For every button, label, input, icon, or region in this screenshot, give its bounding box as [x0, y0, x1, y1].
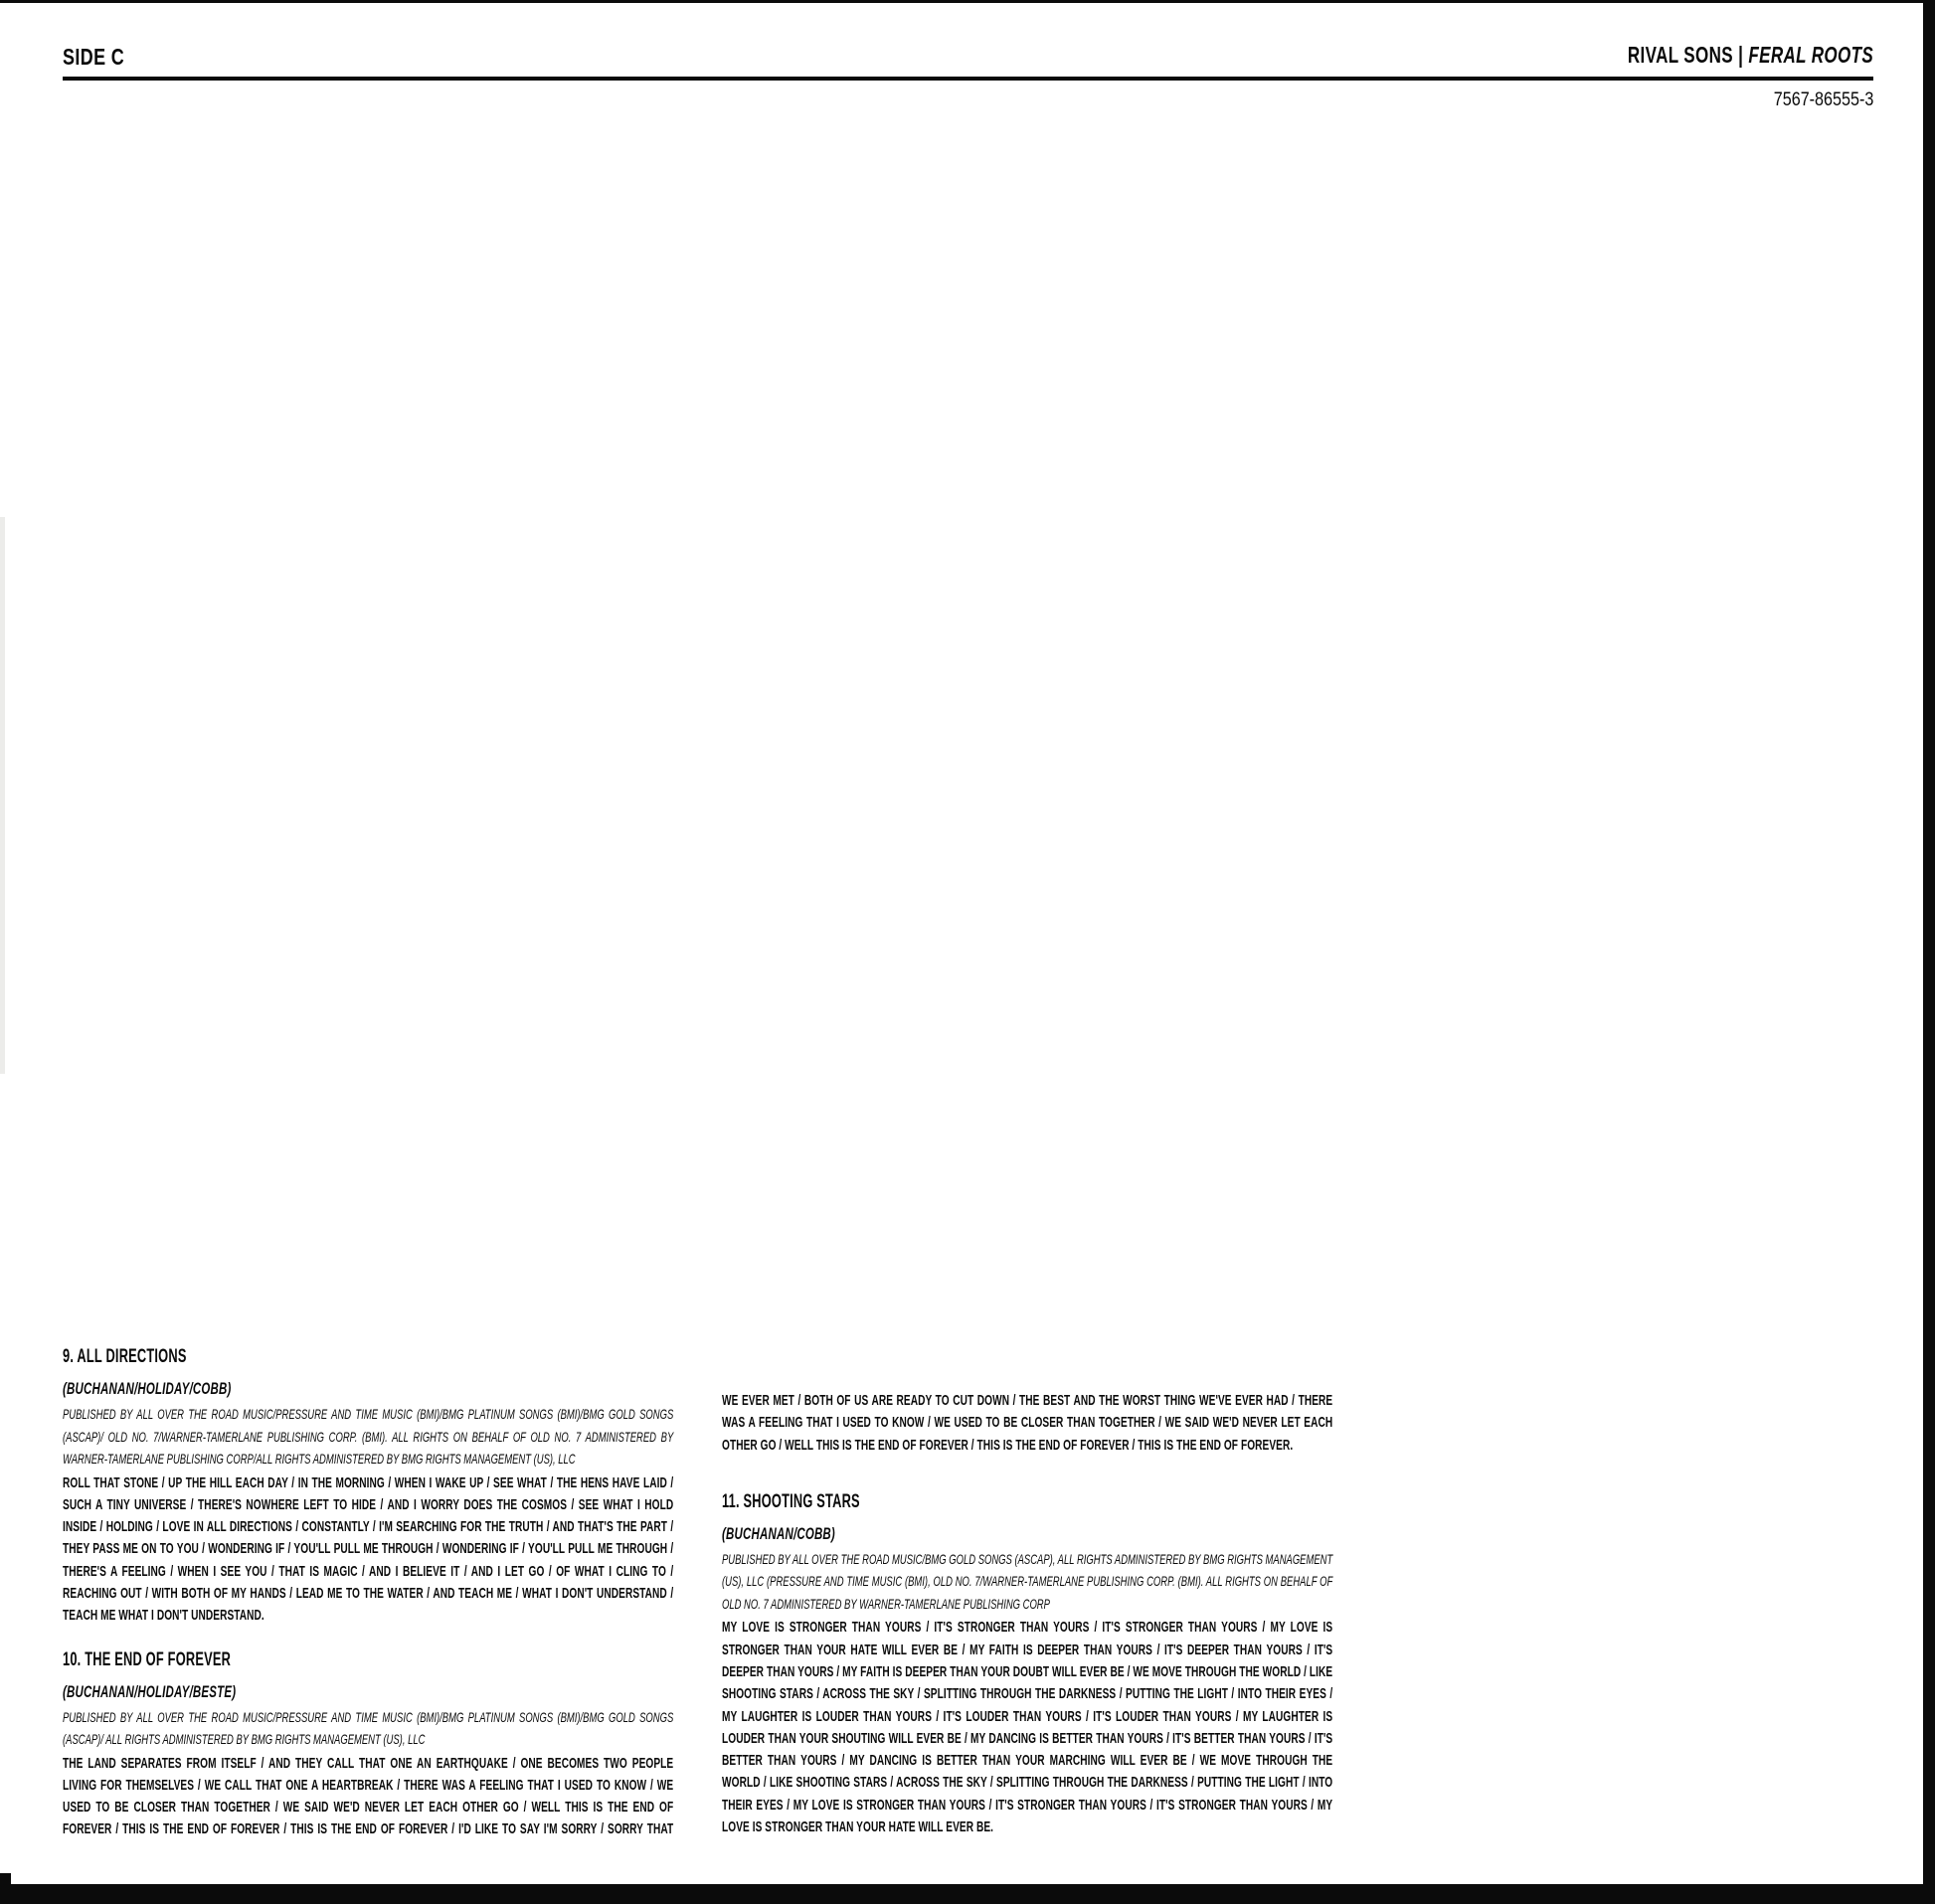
track-lyrics-11: MY LOVE IS STRONGER THAN YOURS / IT'S STRONGER THAN YOURS / IT'S STRONGER THAN YOURS / MY LOVE IS STRONGER THAN YOUR HATE WILL EVER BE / MY FAITH IS DEEPER THAN YOURS / IT'S DEEPER THAN YOURS / IT'S DEEPER THAN YOURS / MY FAITH IS DEEPER THAN YOUR DOUBT WILL EVER BE / WE MOVE THROUGH THE WORLD / LIKE SHOOTING STARS / ACROSS THE SKY / SPLITTING THROUGH THE DARKNESS / PUTTING THE LIGHT / INTO THEIR EYES / MY LAUGHTER IS LOUDER THAN YOURS / IT'S LOUDER THAN YOURS / IT'S LOUDER THAN YOURS / MY LAUGHTER IS LOUDER THAN YOUR SHOUTING WILL EVER BE / MY DANCING IS BETTER THAN YOURS / IT'S BETTER THAN YOURS / IT'S BETTER THAN YOURS / MY DANCING IS BETTER THAN YOUR MARCHING WILL EVER BE / WE MOVE THROUGH THE WORLD / LIKE SHOOTING STARS / ACROSS THE SKY / SPLITTING THROUGH THE DARKNESS / PUTTING THE LIGHT / INTO THEIR EYES / MY LOVE IS STRONGER THAN YOURS / IT'S STRONGER THAN YOURS / IT'S STRONGER THAN YOURS / MY LOVE IS STRONGER THAN YOUR HATE WILL EVER BE. [722, 1619, 1333, 1836]
artist-album-header [1628, 42, 1873, 69]
header-rule [63, 77, 1873, 81]
track-publishing-10: PUBLISHED BY ALL OVER THE ROAD MUSIC/PRESSURE AND TIME MUSIC (BMI)/BMG PLATINUM SONGS (BMI)/BMG GOLD SONGS (ASCAP)/ ALL RIGHTS ADMINISTERED BY BMG RIGHTS MANAGEMENT (US), LLC [63, 1708, 674, 1748]
scan-edge-bottom [0, 1884, 1935, 1904]
track-lyrics-10-part2: WE EVER MET / BOTH OF US ARE READY TO CUT DOWN / THE BEST AND THE WORST THING WE'VE EVER HAD / THERE WAS A FEELING THAT I USED TO KNOW / WE USED TO BE CLOSER THAN TOGETHER / WE SAID WE'D NEVER LET EACH OTHER GO / WELL THIS IS THE END OF FOREVER / THIS IS THE END OF FOREVER / THIS IS THE END OF FOREVER. [722, 1392, 1333, 1454]
scan-edge-left-sliver [0, 517, 5, 1074]
lyrics-column-left [63, 1344, 673, 1841]
track-heading-9: 9. ALL DIRECTIONS [63, 1346, 187, 1367]
side-label: SIDE C [63, 44, 125, 70]
track-lyrics-10-part1: THE LAND SEPARATES FROM ITSELF / AND THEY CALL THAT ONE AN EARTHQUAKE / ONE BECOMES TWO PEOPLE LIVING FOR THEMSELVES / WE CALL THAT ONE A HEARTBREAK / THERE WAS A FEELING THAT I USED TO KNOW / WE USED TO BE CLOSER THAN TOGETHER / WE SAID WE'D NEVER LET EACH OTHER GO / WELL THIS IS THE END OF FOREVER / THIS IS THE END OF FOREVER / THIS IS THE END OF FOREVER / I'D LIKE TO SAY I'M SORRY / SORRY THAT [63, 1754, 674, 1838]
track-lyrics-9: ROLL THAT STONE / UP THE HILL EACH DAY / IN THE MORNING / WHEN I WAKE UP / SEE WHAT / THE HENS HAVE LAID / SUCH A TINY UNIVERSE / THERE'S NOWHERE LEFT TO HIDE / AND I WORRY DOES THE COSMOS / SEE WHAT I HOLD INSIDE / HOLDING / LOVE IN ALL DIRECTIONS / CONSTANTLY / I'M SEARCHING FOR THE TRUTH / AND THAT'S THE PART / THEY PASS ME ON TO YOU / WONDERING IF / YOU'LL PULL ME THROUGH / WONDERING IF / YOU'LL PULL ME THROUGH / THERE'S A FEELING / WHEN I SEE YOU / THAT IS MAGIC / AND I BELIEVE IT / AND I LET GO / OF WHAT I CLING TO / REACHING OUT / WITH BOTH OF MY HANDS / LEAD ME TO THE WATER / AND TEACH ME / WHAT I DON'T UNDERSTAND / TEACH ME WHAT I DON'T UNDERSTAND. [63, 1473, 674, 1625]
lyrics-column-right [722, 1390, 1332, 1838]
track-publishing-9: PUBLISHED BY ALL OVER THE ROAD MUSIC/PRESSURE AND TIME MUSIC (BMI)/BMG PLATINUM SONGS (BMI)/BMG GOLD SONGS (ASCAP)/ OLD NO. 7/WARNER-TAMERLANE PUBLISHING CORP. (BMI). ALL RIGHTS ON BEHALF OF OLD NO. 7 ADMINISTERED BY WARNER-TAMERLANE PUBLISHING CORP/ALL RIGHTS ADMINISTERED BY BMG RIGHTS MANAGEMENT (US), LLC [63, 1406, 674, 1467]
scan-edge-notch [0, 1873, 11, 1887]
catalog-number: 7567-86555-3 [1773, 89, 1873, 110]
scan-edge-top [0, 0, 1935, 3]
track-heading-10: 10. THE END OF FOREVER [63, 1648, 232, 1670]
scan-edge-right [1923, 0, 1935, 1904]
track-heading-11: 11. SHOOTING STARS [722, 1490, 860, 1512]
track-writers-9: (BUCHANAN/HOLIDAY/COBB) [63, 1379, 232, 1398]
track-writers-11: (BUCHANAN/COBB) [722, 1523, 835, 1543]
track-writers-10: (BUCHANAN/HOLIDAY/BESTE) [63, 1681, 237, 1701]
track-publishing-11: PUBLISHED BY ALL OVER THE ROAD MUSIC/BMG GOLD SONGS (ASCAP), ALL RIGHTS ADMINISTERED BY BMG RIGHTS MANAGEMENT (US), LLC (PRESSURE AND TIME MUSIC (BMI), OLD NO. 7/WARNER-TAMERLANE PUBLISHING CORP. (BMI). ALL RIGHTS ON BEHALF OF OLD NO. 7 ADMINISTERED BY WARNER-TAMERLANE PUBLISHING CORP [722, 1550, 1333, 1612]
album-title: FERAL ROOTS [1748, 42, 1873, 68]
artist-name: RIVAL SONS [1627, 42, 1733, 68]
header-separator: | [1732, 42, 1749, 68]
